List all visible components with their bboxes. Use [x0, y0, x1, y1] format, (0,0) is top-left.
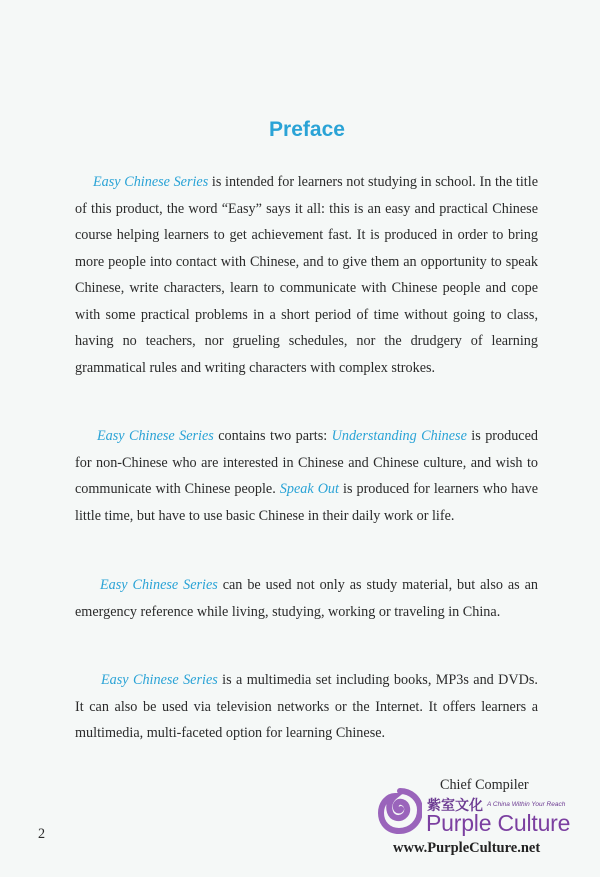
series-name: Easy Chinese Series	[93, 174, 209, 190]
paragraph-text: contains two parts:	[213, 428, 332, 444]
paragraph-text: is produced for non-Chinese who are interested in Chinese and Chinese culture, and wish to communicate with Chinese people.	[75, 428, 538, 497]
paragraph-intro	[75, 169, 538, 381]
paragraph-usage	[75, 572, 538, 625]
part-understanding-chinese: Understanding Chinese	[331, 428, 467, 444]
series-name: Easy Chinese Series	[97, 428, 214, 444]
paragraph-text: is a multimedia set including books, MP3s and DVDs. It can also be used via television networks or the Internet. It offers learners a multimedia, multi-faceted option for learning Chinese.	[75, 672, 538, 741]
series-name: Easy Chinese Series	[100, 577, 218, 593]
purple-culture-logo-icon	[378, 788, 422, 834]
page-title: Preface	[269, 118, 345, 141]
watermark-tagline: A China Within Your Reach	[487, 801, 566, 808]
watermark-url: www.PurpleCulture.net	[393, 840, 541, 856]
signature: Chief Compiler	[440, 777, 529, 793]
paragraph-multimedia	[75, 667, 538, 747]
page-number: 2	[38, 826, 46, 842]
watermark-brand: Purple Culture	[426, 810, 571, 836]
watermark-chinese-name: 紫室文化	[427, 798, 483, 814]
paragraph-text: is produced for learners who have little time, but have to use basic Chinese in their daily work or life.	[75, 481, 539, 524]
series-name: Easy Chinese Series	[101, 672, 218, 688]
paragraph-text: can be used not only as study material, but also as an emergency reference while living, studying, working or traveling in China.	[75, 577, 538, 620]
part-speak-out: Speak Out	[279, 481, 339, 497]
paragraph-parts	[75, 423, 538, 529]
paragraph-text: is intended for learners not studying in school. In the title of this product, the word “Easy” says it all: this is an easy and practical Chinese course helping learners to get achievement fast. It is produced in order to bring more people into contact with Chinese, and to give them an opportunity to speak Chinese, write characters, learn to communicate with Chinese people and cope with some practical problems in a short period of time without going to class, having no teachers, nor grueling schedules, nor the drudgery of learning grammatical rules and writing characters with complex strokes.	[75, 174, 538, 376]
